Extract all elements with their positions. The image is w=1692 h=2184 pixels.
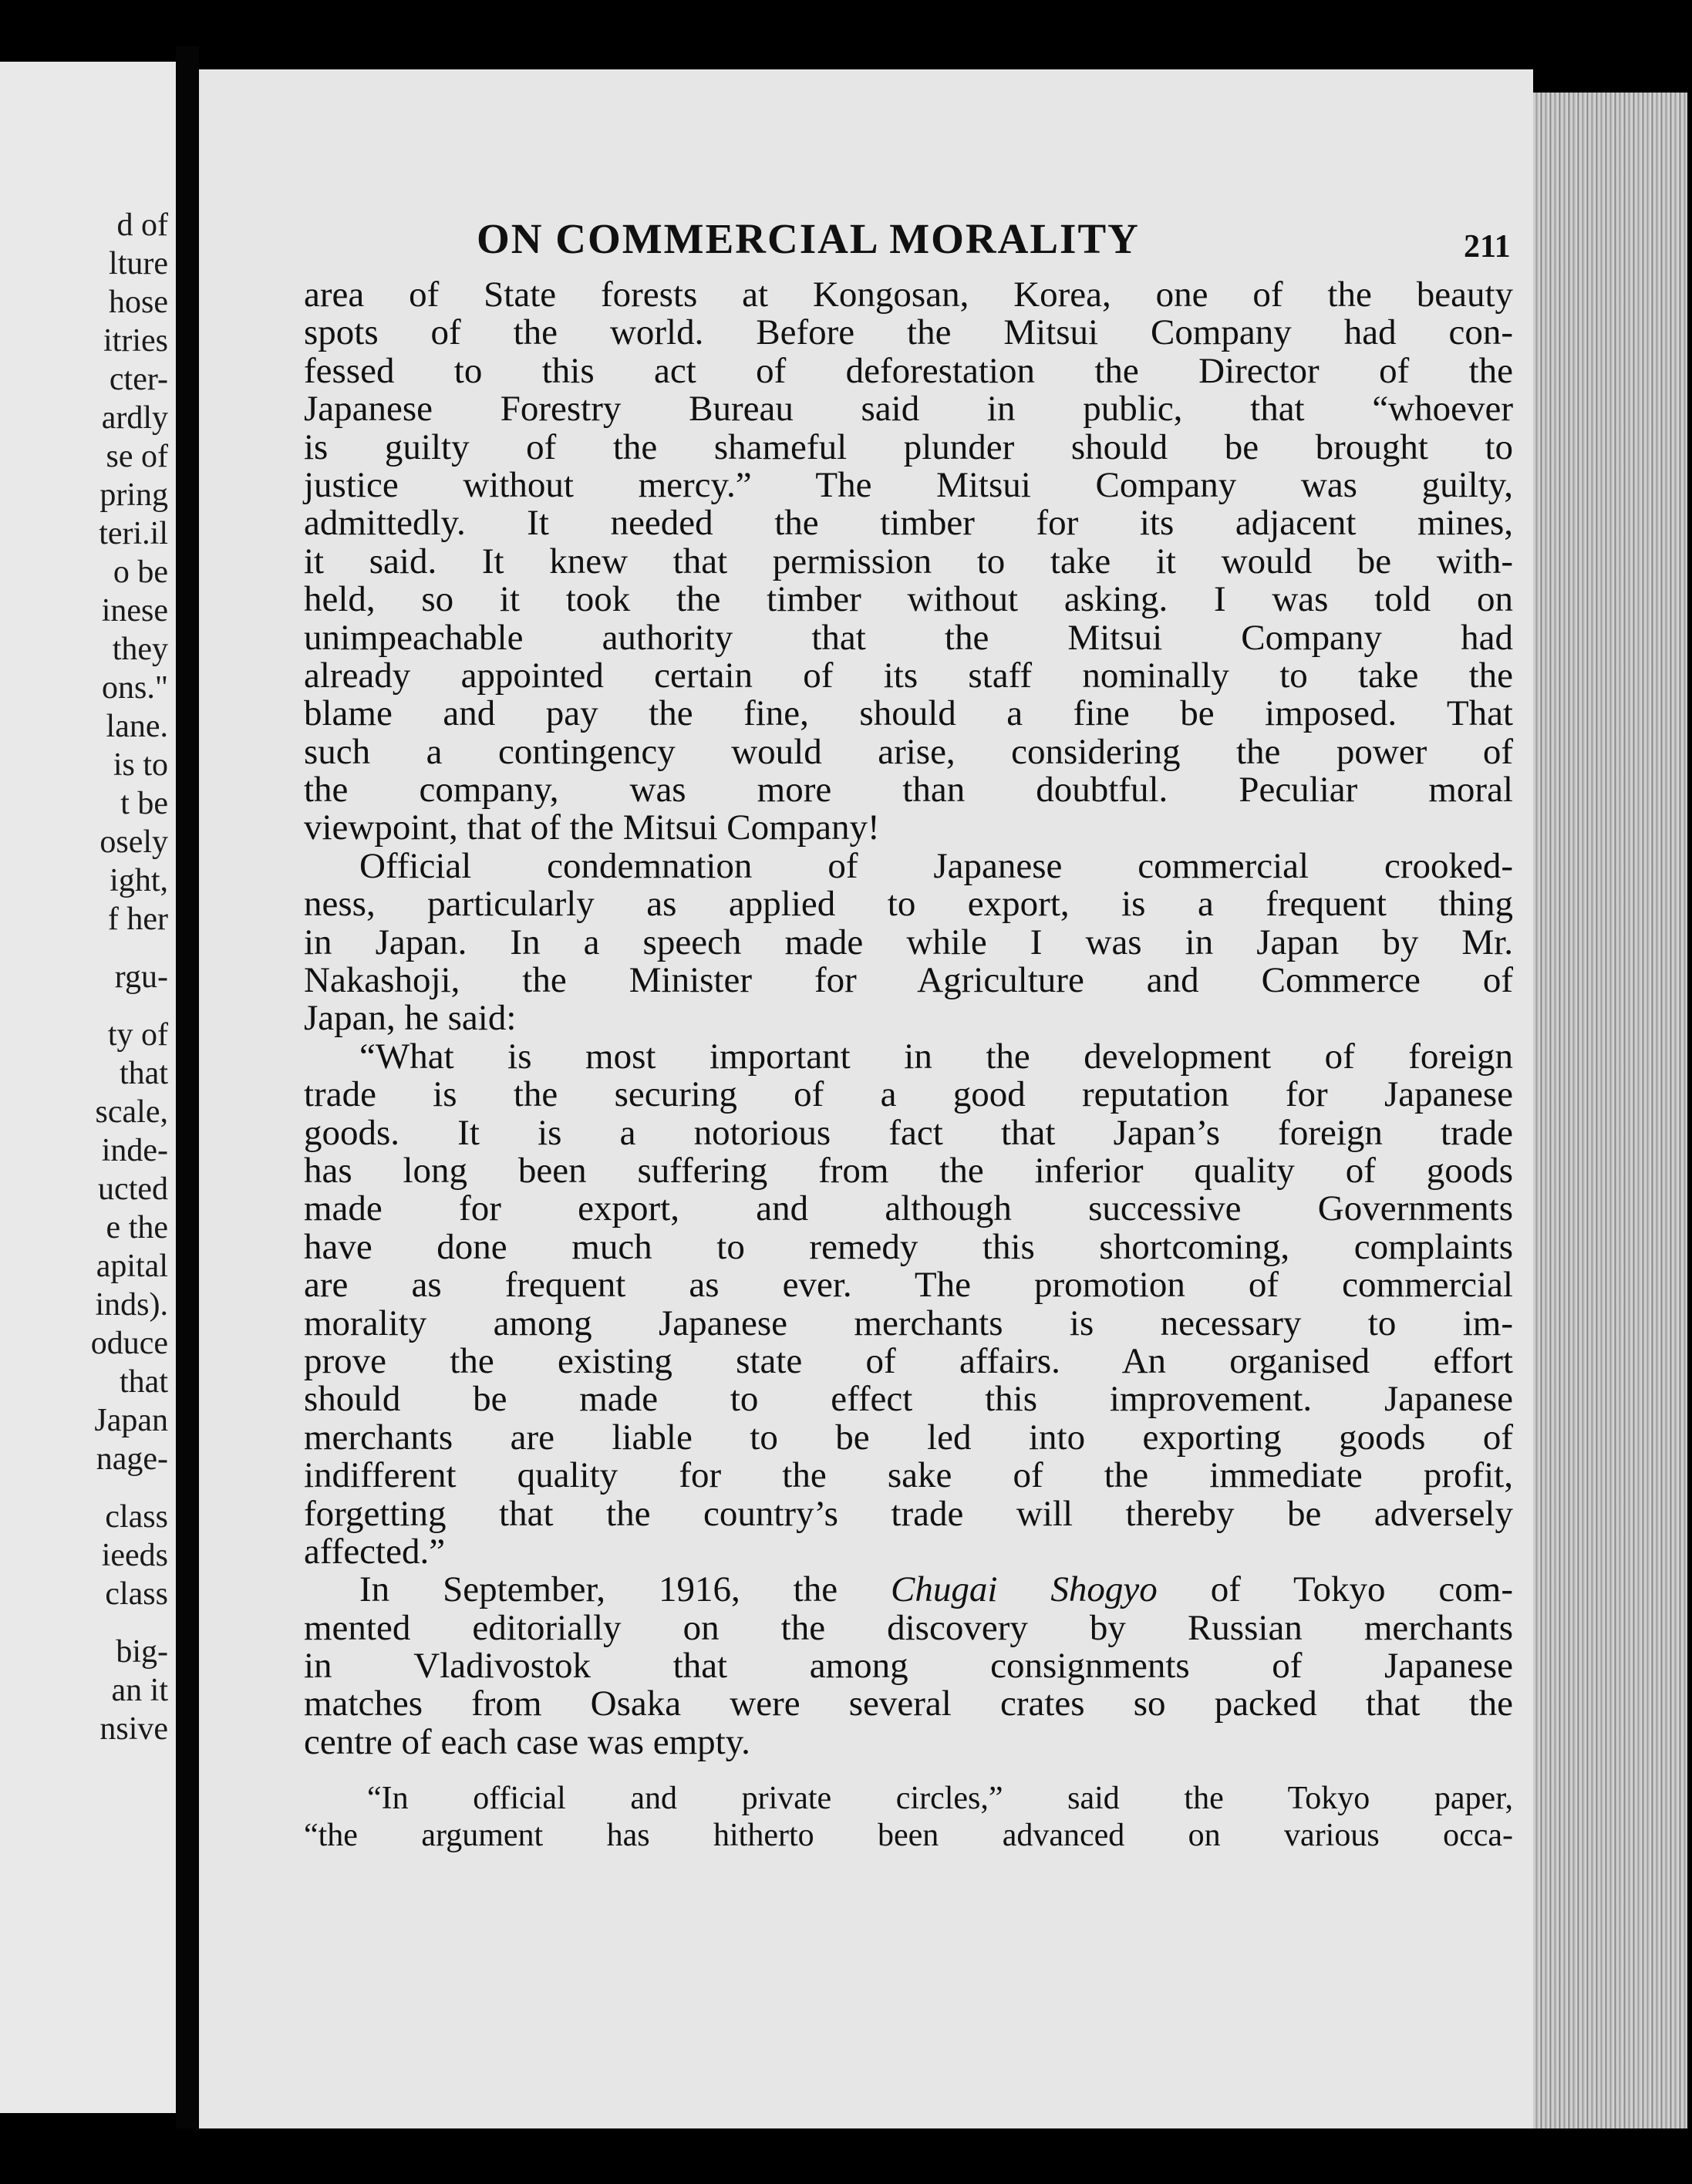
text-line: morality among Japanese merchants is necessary to im- — [304, 1303, 1513, 1343]
text-line: merchants are liable to be led into exporting goods of — [304, 1417, 1513, 1458]
text-line: Official condemnation of Japanese commercial crooked- — [359, 845, 1513, 886]
text-line: mented editorially on the discovery by Russian merchants — [304, 1607, 1513, 1648]
text-line: viewpoint, that of the Mitsui Company! — [304, 807, 880, 848]
facing-page-line: inese — [101, 593, 168, 629]
facing-page-line: class — [105, 1576, 168, 1612]
text-line: forgetting that the country’s trade will thereby be adversely — [304, 1493, 1513, 1534]
book-page — [199, 69, 1533, 2128]
text-line: it said. It knew that permission to take it would be with- — [304, 541, 1513, 581]
text-line: Japanese Forestry Bureau said in public, that “whoever — [304, 389, 1513, 430]
paragraph-chugai-shogyo — [304, 1571, 1513, 1761]
facing-page-line: cter- — [109, 362, 168, 397]
facing-page-line: apital — [96, 1249, 168, 1284]
newspaper-title: Chugai Shogyo — [891, 1569, 1158, 1610]
facing-page-line: itries — [103, 323, 168, 359]
facing-page-line: they — [112, 632, 168, 667]
facing-page-line: nage- — [96, 1441, 168, 1477]
facing-page-line: an it — [111, 1673, 168, 1708]
page-edges — [1533, 93, 1687, 2128]
facing-page-line: ons." — [102, 670, 168, 706]
facing-page-line: oduce — [90, 1326, 168, 1361]
text-line: justice without mercy.” The Mitsui Company was guilty, — [304, 464, 1513, 505]
text-line: area of State forests at Kongosan, Korea, one of the beauty — [304, 275, 1513, 315]
quotation-block — [304, 1780, 1513, 1854]
facing-page-line: osely — [99, 824, 168, 860]
facing-page-line: f her — [107, 902, 168, 937]
text-line: fessed to this act of deforestation the Director of the — [304, 350, 1513, 391]
facing-page-line: ucted — [98, 1171, 168, 1207]
text-line: already appointed certain of its staff nominally to take the — [304, 655, 1513, 696]
text-line: ness, particularly as applied to export, is a frequent thing — [304, 884, 1513, 925]
text-line: indifferent quality for the sake of the immediate profit, — [304, 1455, 1513, 1496]
text-line: in Vladivostok that among consignments of Japanese — [304, 1646, 1513, 1687]
text-line: held, so it took the timber without asking. I was told on — [304, 579, 1513, 620]
facing-page-line: pring — [99, 477, 168, 513]
facing-page-line: that — [120, 1056, 168, 1091]
text-line: made for export, and although successive Governments — [304, 1188, 1513, 1229]
text-line: Japan, he said: — [304, 998, 517, 1039]
page-number: 211 — [1464, 229, 1511, 265]
body-text — [304, 276, 1513, 1854]
facing-page-line: o be — [113, 554, 168, 590]
facing-page-line: big- — [116, 1634, 168, 1670]
facing-page-line: lture — [109, 246, 168, 281]
text-line: have done much to remedy this shortcoming, complaints — [304, 1226, 1513, 1267]
facing-page-line: e the — [106, 1210, 168, 1245]
facing-page-line: that — [120, 1364, 168, 1400]
facing-page-line: hose — [109, 285, 168, 320]
facing-page-line: inds). — [95, 1287, 168, 1323]
text-line: admittedly. It needed the timber for its adjacent mines, — [304, 503, 1513, 544]
facing-page-line: ieeds — [101, 1538, 168, 1573]
text-line: blame and pay the fine, should a fine be imposed. That — [304, 693, 1513, 734]
text-line: “What is most important in the development of foreign — [359, 1036, 1513, 1077]
facing-page-fragment — [0, 62, 176, 2113]
text-line: In September, 1916, the Chugai Shogyo of Tokyo com- — [359, 1569, 1513, 1610]
text-line: prove the existing state of affairs. An organised effort — [304, 1340, 1513, 1381]
running-head: ON COMMERCIAL MORALITY — [477, 215, 1140, 262]
facing-page-line: is to — [113, 747, 168, 783]
text-line: are as frequent as ever. The promotion of commercial — [304, 1265, 1513, 1306]
facing-page-line: t be — [120, 786, 168, 821]
text-line: unimpeachable authority that the Mitsui Company had — [304, 617, 1513, 658]
facing-page-line: class — [105, 1499, 168, 1535]
facing-page-line: ight, — [110, 863, 168, 898]
facing-page-line: scale, — [95, 1094, 168, 1130]
quotation-line: “the argument has hitherto been advanced on various occa- — [304, 1818, 1513, 1854]
text-line: matches from Osaka were several crates so packed that the — [304, 1684, 1513, 1724]
facing-page-line: lane. — [106, 709, 168, 744]
facing-page-line: nsive — [99, 1711, 168, 1747]
text-line: Nakashoji, the Minister for Agriculture and Commerce of — [304, 960, 1513, 1001]
text-line: should be made to effect this improvement. Japanese — [304, 1379, 1513, 1420]
text-line: goods. It is a notorious fact that Japan’s foreign trade — [304, 1112, 1513, 1153]
text-line: centre of each case was empty. — [304, 1721, 750, 1762]
facing-page-line: rgu- — [114, 959, 168, 995]
text-line: the company, was more than doubtful. Peculiar moral — [304, 770, 1513, 811]
paragraph-official-condemnation — [304, 845, 1513, 1039]
text-line: trade is the securing of a good reputation for Japanese — [304, 1074, 1513, 1115]
paragraph-forest-deforestation — [304, 276, 1513, 848]
facing-page-line: ty of — [107, 1017, 168, 1053]
facing-page-line: d of — [116, 207, 168, 243]
text-line: is guilty of the shameful plunder should be brought to — [304, 426, 1513, 467]
facing-page-line: se of — [106, 439, 168, 474]
text-line: in Japan. In a speech made while I was in Japan by Mr. — [304, 922, 1513, 962]
facing-page-line: ardly — [101, 400, 168, 436]
text-line: has long been suffering from the inferior quality of goods — [304, 1150, 1513, 1191]
quotation-line: “In official and private circles,” said the Tokyo paper, — [367, 1781, 1513, 1817]
facing-page-line: inde- — [101, 1133, 168, 1168]
paragraph-minister-speech — [304, 1038, 1513, 1571]
book-gutter — [176, 46, 199, 2128]
facing-page-line: Japan — [94, 1403, 168, 1438]
text-line: affected.” — [304, 1531, 446, 1572]
text-line: such a contingency would arise, considering the power of — [304, 731, 1513, 772]
text-line: spots of the world. Before the Mitsui Company had con- — [304, 312, 1513, 353]
facing-page-line: teri.il — [99, 516, 168, 551]
